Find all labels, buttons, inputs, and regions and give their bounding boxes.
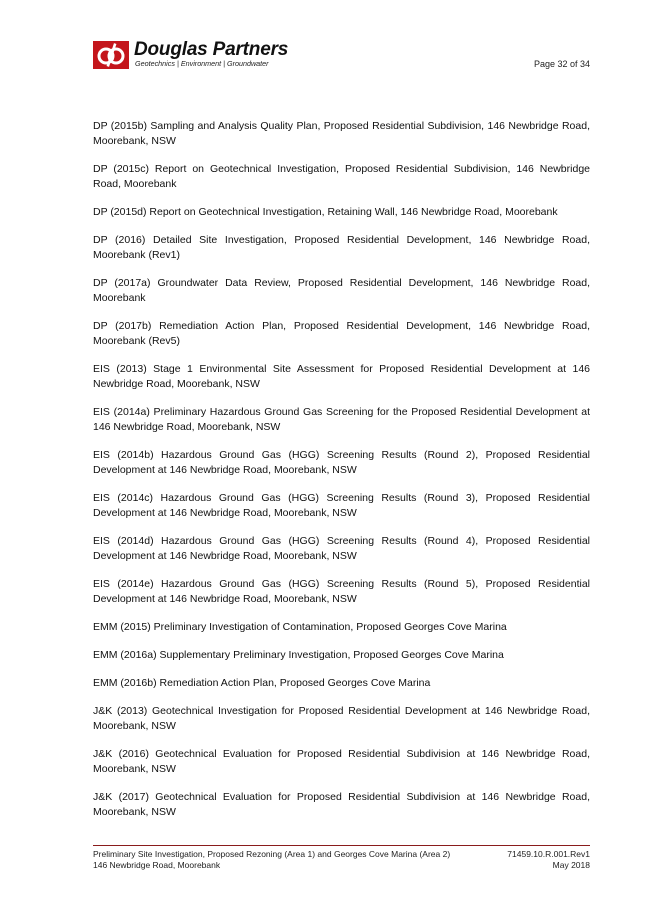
footer-report-number: 71459.10.R.001.Rev1 — [507, 849, 590, 859]
footer-report-info — [507, 849, 590, 871]
reference-item: J&K (2013) Geotechnical Investigation for Proposed Residential Development at 146 Newbridge Road, Moorebank, NSW — [93, 705, 590, 732]
footer-project-title: Preliminary Site Investigation, Proposed Rezoning (Area 1) and Georges Cove Marina (Area 2) — [93, 849, 451, 859]
footer-report-date: May 2018 — [552, 860, 590, 870]
reference-item: EIS (2014c) Hazardous Ground Gas (HGG) Screening Results (Round 3), Proposed Residential Development at 146 Newbridge Road, Moorebank, NSW — [93, 492, 590, 519]
footer-project-info — [93, 849, 450, 871]
reference-item: EMM (2016b) Remediation Action Plan, Proposed Georges Cove Marina — [93, 677, 431, 689]
douglas-partners-logo-icon — [93, 41, 129, 69]
page-number: Page 32 of 34 — [533, 59, 590, 69]
reference-list — [93, 119, 590, 833]
reference-item: EIS (2014b) Hazardous Ground Gas (HGG) Screening Results (Round 2), Proposed Residential Development at 146 Newbridge Road, Moorebank, NSW — [93, 449, 590, 476]
reference-item: EIS (2013) Stage 1 Environmental Site Assessment for Proposed Residential Development at 146 Newbridge Road, Moorebank, NSW — [93, 363, 590, 390]
reference-item: DP (2015c) Report on Geotechnical Investigation, Proposed Residential Subdivision, 146 Newbridge Road, Moorebank — [93, 163, 590, 190]
reference-item: J&K (2017) Geotechnical Evaluation for Proposed Residential Subdivision at 146 Newbridge Road, Moorebank, NSW — [93, 791, 590, 818]
reference-item: J&K (2016) Geotechnical Evaluation for Proposed Residential Subdivision at 146 Newbridge Road, Moorebank, NSW — [93, 748, 590, 775]
reference-item: DP (2016) Detailed Site Investigation, Proposed Residential Development, 146 Newbridge Road, Moorebank (Rev1) — [93, 234, 590, 261]
reference-item: DP (2015b) Sampling and Analysis Quality Plan, Proposed Residential Subdivision, 146 Newbridge Road, Moorebank, NSW — [93, 120, 590, 147]
reference-item: DP (2017a) Groundwater Data Review, Proposed Residential Development, 146 Newbridge Road, Moorebank — [93, 277, 590, 304]
company-tagline: Geotechnics | Environment | Groundwater — [135, 59, 269, 68]
reference-item: DP (2017b) Remediation Action Plan, Proposed Residential Development, 146 Newbridge Road, Moorebank (Rev5) — [93, 320, 590, 347]
company-name: Douglas Partners — [134, 39, 289, 60]
reference-item: EMM (2016a) Supplementary Preliminary Investigation, Proposed Georges Cove Marina — [93, 649, 504, 661]
reference-item: DP (2015d) Report on Geotechnical Investigation, Retaining Wall, 146 Newbridge Road, Moorebank — [93, 206, 558, 218]
footer-project-address: 146 Newbridge Road, Moorebank — [93, 860, 221, 870]
page-header — [93, 39, 590, 73]
reference-item: EIS (2014d) Hazardous Ground Gas (HGG) Screening Results (Round 4), Proposed Residential Development at 146 Newbridge Road, Moorebank, NSW — [93, 535, 590, 562]
reference-item: EIS (2014a) Preliminary Hazardous Ground Gas Screening for the Proposed Residential Development at 146 Newbridge Road, Moorebank, NSW — [93, 406, 590, 433]
footer-divider — [93, 845, 590, 846]
reference-item: EIS (2014e) Hazardous Ground Gas (HGG) Screening Results (Round 5), Proposed Residential Development at 146 Newbridge Road, Moorebank, NSW — [93, 578, 590, 605]
reference-item: EMM (2015) Preliminary Investigation of Contamination, Proposed Georges Cove Marina — [93, 621, 507, 633]
